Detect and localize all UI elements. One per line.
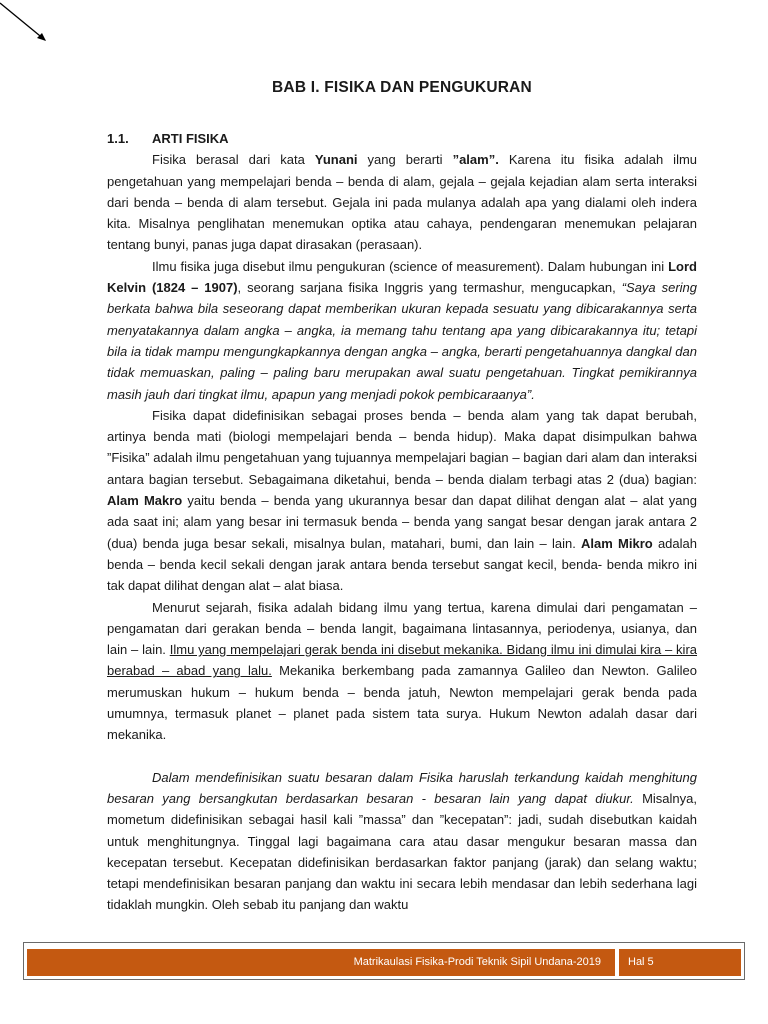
section-heading [107,128,697,149]
page-title: BAB I. FISIKA DAN PENGUKURAN [272,79,532,96]
section-title: ARTI FISIKA [152,131,229,146]
underlined-text: Ilmu yang mempelajari gerak benda ini disebut mekanika. Bidang ilmu ini dimulai kira – kira berabad – abad yang lalu. [107,642,698,679]
paragraph-4: Menurut sejarah, fisika adalah bidang ilmu yang tertua, karena dimulai dari pengamatan – pengamatan dari gerakan benda – benda langit, bagaimana lintasannya, periodenya, usianya, dan lain – lain. Ilmu yang mempelajari gerak benda ini disebut mekanika. Bidang ilmu ini dimulai kira – kira berabad – abad yang lalu. Mekanika berkembang pada zamannya Galileo dan Newton. Galileo merumuskan hukum – hukum benda – benda jatuh, Newton mempelajari gerak benda pada umumnya, termasuk planet – planet pada sistem tata surya. Hukum Newton adalah dasar dari mekanika. [107,599,698,743]
paragraph-2: Ilmu fisika juga disebut ilmu pengukuran (science of measurement). Dalam hubungan ini Lord Kelvin (1824 – 1907), seorang sarjana fisika Inggris yang termashur, mengucapkan, “Saya sering berkata bahwa bila seseorang dapat memberikan ukuran kepada sesuatu yang dibicarakannya serta menyatakannya dalam angka – angka, ia memang tahu tentang apa yang dibicarakannya itu; tetapi bila ia tidak mampu mengungkapkannya dengan angka – angka, berarti pengetahuannya dangkal dan tidak memuaskan, paling – paling baru merupakan awal suatu pengetahuan. Tingkat pemikirannya masih jauh dari tingkat ilmu, apapun yang menjadi pokok pembicaraanya”. [107,258,697,402]
footer-bar [27,949,741,976]
paragraph-1: Fisika berasal dari kata Yunani yang berarti ”alam”. Karena itu fisika adalah ilmu pengetahuan yang mempelajari benda – benda di alam, gejala – gejala kejadian alam serta interaksi dari benda – benda di alam tersebut. Gejala ini pada mulanya adalah apa yang dialami oleh indera kita. Misalnya penglihatan menemukan optika atau cahaya, pendengaran menemukan pelajaran tentang bunyi, panas juga dapat dirasakan (perasaan). [107,152,698,253]
footer-separator [615,949,619,976]
arrow-icon [0,0,50,46]
footer-text: Matrikaulasi Fisika-Prodi Teknik Sipil Undana-2019 [353,956,601,968]
section-number: 1.1. [107,131,129,146]
paragraph-5: Dalam mendefinisikan suatu besaran dalam Fisika haruslah terkandung kaidah menghitung besaran yang bersangkutan berdasarkan besaran - besaran lain yang dapat diukur. Misalnya, mometum didefinisikan sebagai hasil kali ”massa” dan ”kecepatan”: jadi, sudah disebutkan kaidah untuk menghitungnya. Tinggal lagi bagaimana cara atau dasar mengukur besaran massa dan kecepatan tersebut. Kecepatan didefinisikan berdasarkan faktor panjang (jarak) dan selang waktu; tetapi mendefinisikan besaran panjang dan waktu ini secara lebih mendasar dan lebih sederhana lagi tidaklah mungkin. Oleh sebab itu panjang dan waktu [107,769,697,913]
document-body [107,128,697,916]
page-footer [23,942,745,980]
page-number: Hal 5 [628,956,654,968]
kelvin-quote: “Saya sering berkata bahwa bila seseorang dapat memberikan ukuran kepada sesuatu yang dibicarakannya serta menyatakannya dalam angka – angka, ia memang tahu tentang apa yang dibicarakannya itu; tetapi bila ia tidak mampu mengungkapkannya dengan angka – angka, berarti pengetahuannya dangkal dan tidak memuaskan, paling – paling baru merupakan awal suatu pengetahuan. Tingkat pemikirannya masih jauh dari tingkat ilmu, apapun yang menjadi pokok pembicaraanya”. [107,280,697,402]
paragraph-3: Fisika dapat didefinisikan sebagai proses benda – benda alam yang tak dapat berubah, artinya benda mati (biologi mempelajari benda – benda hidup). Maka dapat disimpulkan bahwa ”Fisika” adalah ilmu pengetahuan yang tujuannya mempelajari bagian – bagian dari alam dan interaksi antara bagian tersebut. Sebagaimana diketahui, benda – benda dialam terbagi atas 2 (dua) bagian: Alam Makro yaitu benda – benda yang ukurannya besar dan dapat dilihat dengan alat – alat yang ada saat ini; alam yang besar ini termasuk benda – benda yang sangat besar dengan jarak antara 2 (dua) benda juga besar sekali, misalnya bulan, matahari, bumi, dan lain – lain. Alam Mikro adalah benda – benda kecil sekali dengan jarak antara benda tersebut sangat kecil, benda- benda mikro ini tak dapat dilihat dengan alat – alat biasa. [107,407,697,594]
